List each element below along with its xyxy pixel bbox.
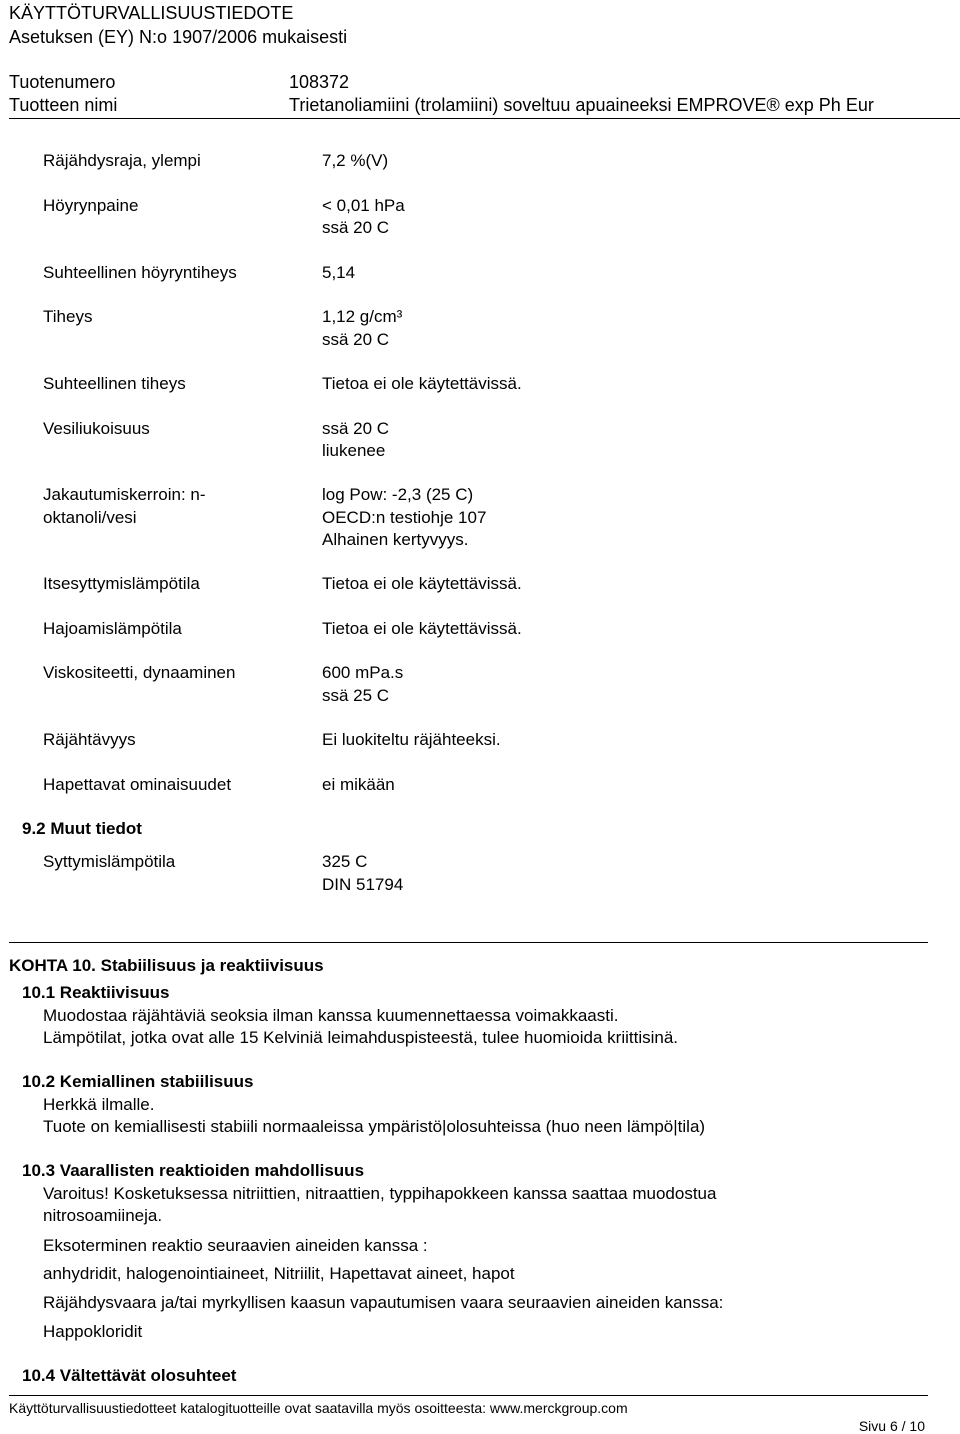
body-text: Tuote on kemiallisesti stabiili normaaleissa ympäristö|olosuhteissa (huo neen lämpö|tila)	[43, 1117, 706, 1136]
property-value: OECD:n testiohje 107	[322, 508, 487, 527]
body-text: anhydridit, halogenointiaineet, Nitriilit, Hapettavat aineet, hapot	[43, 1264, 515, 1283]
property-label: Hapettavat ominaisuudet	[43, 775, 232, 794]
document-title: KÄYTTÖTURVALLISUUSTIEDOTE	[9, 3, 294, 23]
property-label: Vesiliukoisuus	[43, 419, 150, 438]
header-divider	[9, 118, 960, 119]
property-label: Viskositeetti, dynaaminen	[43, 663, 236, 682]
subsection-heading: 10.4 Vältettävät olosuhteet	[22, 1366, 237, 1385]
property-value: liukenee	[322, 441, 386, 460]
property-value: 5,14	[322, 263, 356, 282]
body-text: Lämpötilat, jotka ovat alle 15 Kelviniä leimahduspisteestä, tulee huomioida kriittisinä.	[43, 1028, 679, 1047]
regulation-line: Asetuksen (EY) N:o 1907/2006 mukaisesti	[9, 27, 348, 47]
property-value: ssä 25 C	[322, 686, 390, 705]
body-text: Räjähdysvaara ja/tai myrkyllisen kaasun vapautumisen vaara seuraavien aineiden kanssa:	[43, 1293, 724, 1312]
product-number: 108372	[289, 72, 350, 92]
property-value: 7,2 %(V)	[322, 151, 389, 170]
product-name: Trietanoliamiini (trolamiini) soveltuu apuaineeksi EMPROVE® exp Ph Eur	[289, 95, 874, 115]
section-divider	[9, 942, 928, 943]
subsection-heading: 10.3 Vaarallisten reaktioiden mahdollisuus	[22, 1161, 365, 1180]
body-text: Varoitus! Kosketuksessa nitriittien, nitraattien, typpihapokkeen kanssa saattaa muodostua	[43, 1184, 717, 1203]
property-value: log Pow: -2,3 (25 C)	[322, 485, 474, 504]
property-label: Itsesyttymislämpötila	[43, 574, 200, 593]
property-value: Tietoa ei ole käytettävissä.	[322, 619, 522, 638]
property-value: ssä 20 C	[322, 419, 390, 438]
page-number: Sivu 6 / 10	[858, 1418, 925, 1434]
property-value: Tietoa ei ole käytettävissä.	[322, 574, 522, 593]
property-value: 1,12 g/cm³	[322, 307, 403, 326]
property-label: Höyrynpaine	[43, 196, 139, 215]
body-text: Happokloridit	[43, 1322, 143, 1341]
footer-text: Käyttöturvallisuustiedotteet katalogituotteille ovat saatavilla myös osoitteesta: www.merckgroup.com	[9, 1400, 628, 1416]
property-label: Suhteellinen tiheys	[43, 374, 186, 393]
property-label: Hajoamislämpötila	[43, 619, 182, 638]
property-value: ei mikään	[322, 775, 395, 794]
property-label: Räjähdysraja, ylempi	[43, 151, 201, 170]
subsection-heading: 9.2 Muut tiedot	[22, 819, 142, 838]
product-number-label: Tuotenumero	[9, 72, 116, 92]
footer-divider	[9, 1395, 928, 1396]
property-label: oktanoli/vesi	[43, 508, 137, 527]
property-label: Syttymislämpötila	[43, 852, 176, 871]
product-name-label: Tuotteen nimi	[9, 95, 118, 115]
property-value: Alhainen kertyvyys.	[322, 530, 469, 549]
property-label: Räjähtävyys	[43, 730, 136, 749]
body-text: Eksoterminen reaktio seuraavien aineiden kanssa :	[43, 1236, 428, 1255]
property-label: Suhteellinen höyryntiheys	[43, 263, 237, 282]
property-value: ssä 20 C	[322, 330, 390, 349]
body-text: Herkkä ilmalle.	[43, 1095, 155, 1114]
body-text: Muodostaa räjähtäviä seoksia ilman kanssa kuumennettaessa voimakkaasti.	[43, 1006, 619, 1025]
property-value: 325 C	[322, 852, 368, 871]
subsection-heading: 10.1 Reaktiivisuus	[22, 983, 170, 1002]
property-value: Ei luokiteltu räjähteeksi.	[322, 730, 501, 749]
property-value: < 0,01 hPa	[322, 196, 405, 215]
subsection-heading: 10.2 Kemiallinen stabiilisuus	[22, 1072, 254, 1091]
property-value: Tietoa ei ole käytettävissä.	[322, 374, 522, 393]
property-label: Tiheys	[43, 307, 93, 326]
body-text: nitrosoamiineja.	[43, 1206, 163, 1225]
property-value: DIN 51794	[322, 875, 404, 894]
section-heading: KOHTA 10. Stabiilisuus ja reaktiivisuus	[9, 956, 324, 975]
property-value: 600 mPa.s	[322, 663, 404, 682]
property-value: ssä 20 C	[322, 218, 390, 237]
property-label: Jakautumiskerroin: n-	[43, 485, 206, 504]
